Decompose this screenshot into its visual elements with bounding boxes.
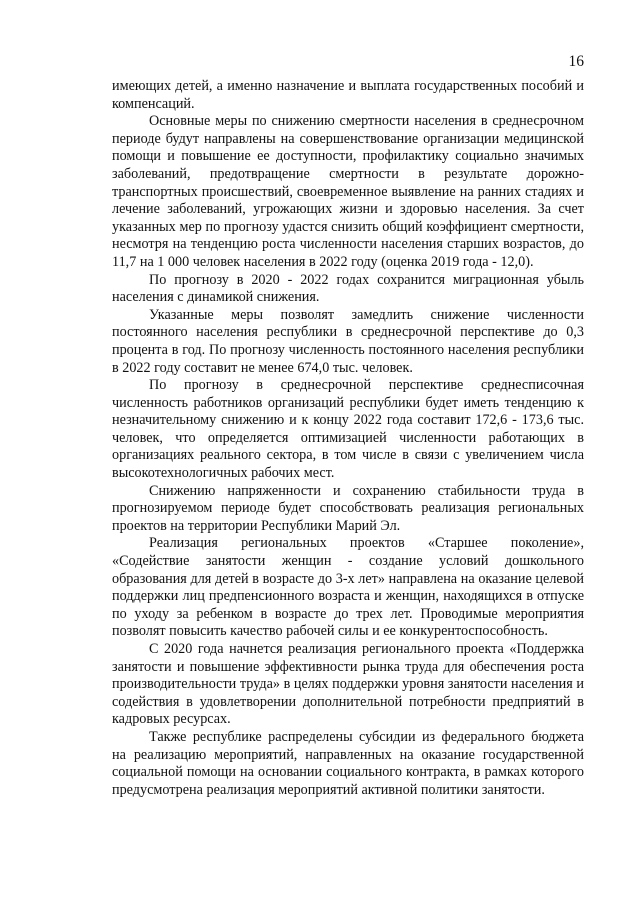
paragraph-employment-forecast: По прогнозу в среднесрочной перспективе среднесписочная численность работников организаций республики будет иметь тенденцию к незначительному снижению и к концу 2022 года составит 172,6 - 173,6 тыс. человек, что определяется оптимизацией численности работающих в организациях реального сектора, в том числе в связи с увеличением числа высокотехнологичных рабочих мест. [112,377,584,482]
paragraph-regional-projects: Реализация региональных проектов «Старшее поколение», «Содействие занятости женщин - создание условий дошкольного образования для детей в возрасте до 3-х лет» направлена на оказание целевой поддержки лиц предпенсионного возраста и женщин, находящихся в отпуске по уходу за ребенком в возрасте до трех лет. Проводимые мероприятия позволят повысить качество рабочей силы и ее конкурентоспособность. [112,535,584,640]
paragraph-mortality-measures: Основные меры по снижению смертности населения в среднесрочном периоде будут направлены на совершенствование организации медицинской помощи и повышение ее доступности, профилактику социально значимых заболеваний, предотвращение смертности в результате дорожно-транспортных происшествий, своевременное выявление на ранних стадиях и лечение заболеваний, угрожающих жизни и здоровью населения. За счет указанных мер по прогнозу удастся снизить общий коэффициент смертности, несмотря на тенденцию роста численности населения старших возрастов, до 11,7 на 1 000 человек населения в 2022 году (оценка 2019 года - 12,0). [112,113,584,270]
paragraph-federal-subsidies: Также республике распределены субсидии из федерального бюджета на реализацию мероприятий, направленных на оказание государственной социальной помощи на основании социального контракта, в рамках которого предусмотрена реализация мероприятий активной политики занятости. [112,728,584,798]
paragraph-migration: По прогнозу в 2020 - 2022 годах сохранится миграционная убыль населения с динамикой снижения. [112,271,584,306]
paragraph-population: Указанные меры позволят замедлить снижение численности постоянного населения республики в среднесрочной перспективе до 0,3 процента в год. По прогнозу численность постоянного населения республики в 2022 году составит не менее 674,0 тыс. человек. [112,306,584,376]
paragraph-labor-stability: Снижению напряженности и сохранению стабильности труда в прогнозируемом периоде будет способствовать реализация региональных проектов на территории Республики Марий Эл. [112,482,584,534]
page-number: 16 [568,53,584,70]
document-body [112,78,584,799]
paragraph-employment-support-project: С 2020 года начнется реализация регионального проекта «Поддержка занятости и повышение эффективности рынка труда для обеспечения роста производительности труда» в целях поддержки уровня занятости населения и содействия в удовлетворении дополнительной потребности предприятий в кадровых ресурсах. [112,641,584,728]
paragraph-continuation: имеющих детей, а именно назначение и выплата государственных пособий и компенсаций. [112,78,584,112]
